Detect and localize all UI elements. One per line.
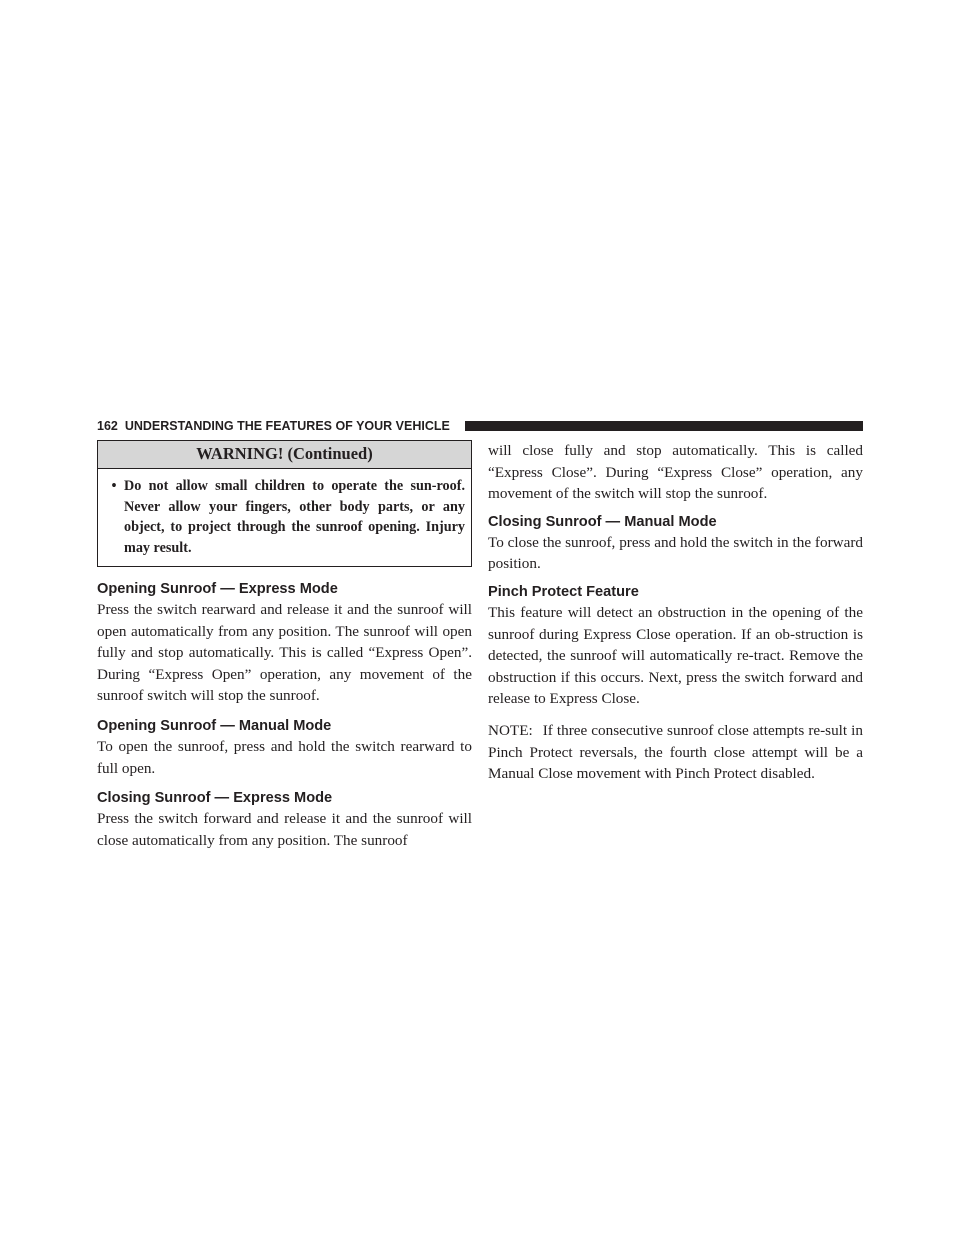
warning-body — [98, 469, 471, 566]
left-column — [97, 440, 472, 851]
heading-opening-express: Opening Sunroof — Express Mode — [97, 581, 338, 597]
page-number: 162 — [97, 419, 118, 433]
page-header-text — [97, 418, 450, 434]
header-rule — [465, 421, 863, 431]
warning-title: WARNING! (Continued) — [98, 441, 471, 469]
body-closing-manual: To close the sunroof, press and hold the switch in the forward position. — [488, 533, 863, 573]
body-pinch-protect: This feature will detect an obstruction in the opening of the sunroof during Express Close operation. If an ob-struction is detected, the sunroof will automatically re-tract. Remove the obstruction if this occurs. Next, press the switch forward and release to Express Close. — [488, 603, 863, 708]
body-closing-express-continued: will close fully and stop automatically. This is called “Express Close”. During “Express Close” operation, any movement of the switch will stop the sunroof. — [488, 442, 863, 503]
note-label: NOTE: — [488, 721, 533, 739]
body-opening-manual: To open the sunroof, press and hold the switch rearward to full open. — [97, 737, 472, 777]
note-paragraph — [488, 720, 863, 785]
body-closing-express: Press the switch forward and release it and the sunroof will close automatically from any position. The sunroof — [97, 810, 472, 849]
page-header — [97, 418, 863, 434]
warning-text: Do not allow small children to operate the sun-roof. Never allow your fingers, other body parts, or any object, to project through the sunroof opening. Injury may result. — [124, 478, 465, 556]
heading-closing-manual: Closing Sunroof — Manual Mode — [488, 513, 717, 530]
body-opening-express: Press the switch rearward and release it and the sunroof will open automatically from any position. The sunroof will open fully and stop automatically. This is called “Express Open”. During “Express Open” operation, any movement of the sunroof switch will stop the sunroof. — [97, 601, 472, 705]
section-title: UNDERSTANDING THE FEATURES OF YOUR VEHICLE — [124, 419, 450, 433]
heading-pinch-protect: Pinch Protect Feature — [488, 583, 639, 600]
note-text: If three consecutive sunroof close attempts re-sult in Pinch Protect reversals, the fourth close attempt will be a Manual Close movement with Pinch Protect disabled. — [488, 721, 863, 783]
heading-closing-express: Closing Sunroof — Express Mode — [97, 790, 333, 807]
warning-box — [97, 440, 472, 567]
heading-opening-manual: Opening Sunroof — Manual Mode — [97, 717, 332, 734]
right-column — [488, 440, 863, 785]
bullet-icon: • — [111, 478, 117, 494]
